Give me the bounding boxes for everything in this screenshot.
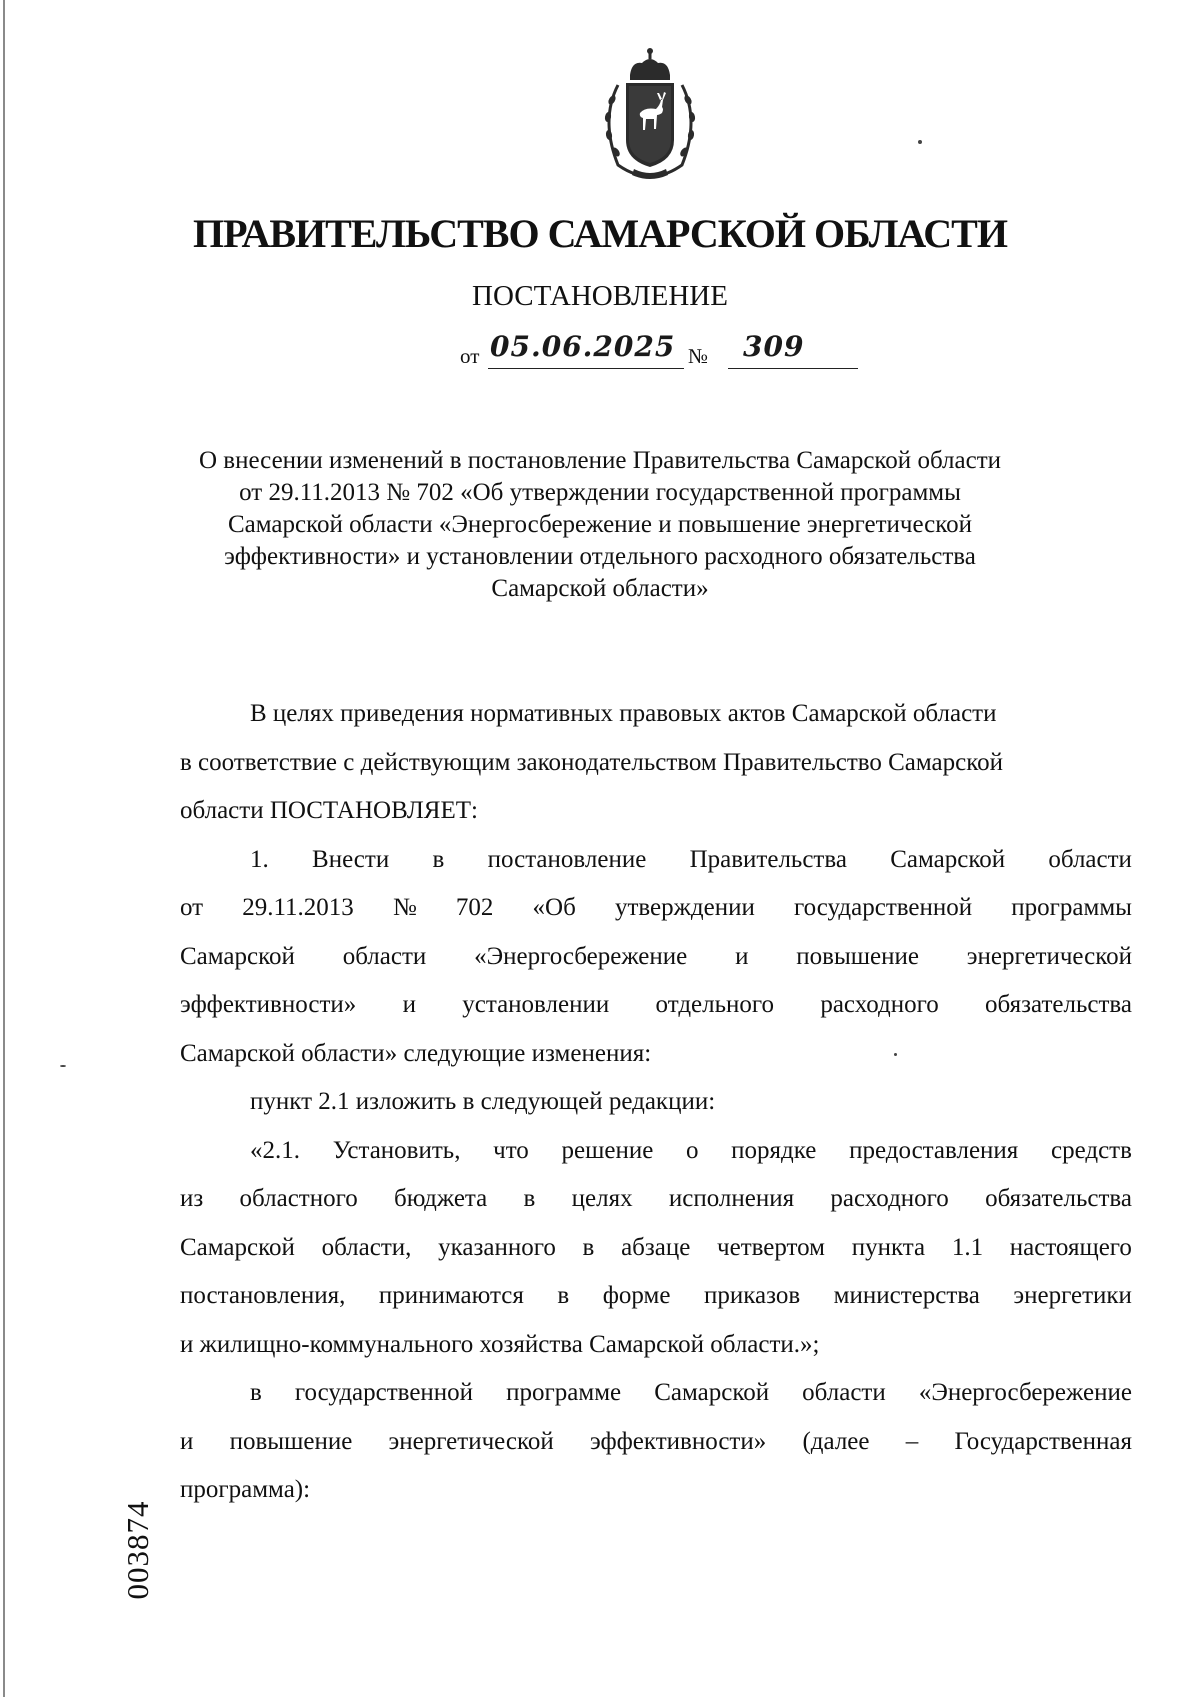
word: министерства <box>833 1282 980 1309</box>
handwritten-date: 05.06.2025 <box>490 330 676 363</box>
word: «2.1. <box>250 1136 300 1164</box>
word: четвертом <box>717 1233 825 1261</box>
word: в <box>432 845 445 873</box>
word: Государственная <box>954 1427 1132 1455</box>
word: – <box>905 1427 919 1455</box>
word: постановление <box>487 845 647 873</box>
word: обязательства <box>985 1185 1132 1212</box>
word: Правительства <box>689 845 847 873</box>
word: программе <box>506 1379 622 1406</box>
word: повышение <box>796 942 919 970</box>
date-number-line <box>460 330 860 370</box>
word: государственной <box>793 894 973 921</box>
body-line: пункт 2.1 изложить в следующей редакции: <box>250 1088 716 1115</box>
body-line: и жилищно-коммунального хозяйства Самарской области.»; <box>180 1330 820 1358</box>
body-line <box>180 1224 1132 1273</box>
word: и <box>735 942 749 970</box>
word: Самарской <box>180 942 295 970</box>
samara-coat-of-arms-icon <box>590 45 710 185</box>
word: предоставления <box>849 1136 1019 1164</box>
word: отдельного <box>655 991 775 1018</box>
word: «Об <box>532 894 576 921</box>
word: средств <box>1050 1136 1132 1164</box>
word: в <box>557 1282 570 1309</box>
word: постановления, <box>180 1282 346 1309</box>
word: областного <box>239 1185 358 1212</box>
subject-line: Самарской области «Энергосбережение и повышение энергетической <box>227 511 973 538</box>
body-line <box>180 836 1132 885</box>
word: Самарской <box>890 845 1006 873</box>
body-line <box>180 933 1132 982</box>
subject-line: от 29.11.2013 № 702 «Об утверждении государственной программы <box>239 479 961 506</box>
handwritten-number: 309 <box>743 330 805 363</box>
subject-line: эффективности» и установлении отдельного расходного обязательства <box>224 543 976 570</box>
number-underline <box>728 368 858 369</box>
body-line <box>180 981 1132 1030</box>
word: области <box>342 942 427 970</box>
subject-line: Самарской области» <box>491 575 709 602</box>
body-line <box>180 1369 1132 1418</box>
body-line: программа): <box>180 1476 311 1503</box>
number-prefix: № <box>688 344 709 368</box>
body-line <box>180 1418 1132 1467</box>
word: «Энергосбережение <box>474 942 688 970</box>
word: государственной <box>294 1379 474 1406</box>
word: бюджета <box>394 1185 488 1212</box>
word: энергетической <box>388 1427 554 1455</box>
word: 1.1 <box>951 1233 984 1261</box>
scan-speck <box>60 1065 66 1067</box>
word: утверждении <box>614 894 755 921</box>
word: 702 <box>455 894 494 921</box>
word: энергетической <box>966 942 1132 970</box>
word: решение <box>561 1136 654 1164</box>
word: из <box>180 1185 204 1212</box>
word: Установить, <box>332 1136 461 1164</box>
word: в <box>250 1379 262 1406</box>
word: энергетики <box>1013 1282 1132 1309</box>
word: целях <box>571 1185 633 1212</box>
body-line <box>180 1272 1132 1321</box>
word: и <box>402 991 416 1018</box>
body-line <box>180 1175 1132 1224</box>
word: Самарской <box>654 1379 770 1406</box>
word: в <box>523 1185 536 1212</box>
word: и <box>180 1427 194 1455</box>
date-prefix: от <box>460 344 480 368</box>
word: Внести <box>312 845 390 873</box>
word: в <box>582 1233 595 1261</box>
word: области <box>802 1379 886 1406</box>
word: о <box>685 1136 699 1164</box>
body-line <box>180 884 1132 933</box>
word: «Энергосбережение <box>918 1379 1132 1406</box>
word: повышение <box>229 1427 353 1455</box>
word: обязательства <box>985 991 1132 1018</box>
word: расходного <box>820 991 939 1018</box>
body-line <box>180 1127 1132 1176</box>
word: настоящего <box>1009 1233 1132 1261</box>
word: расходного <box>830 1185 949 1212</box>
word: области <box>1048 845 1132 873</box>
word: что <box>493 1136 529 1164</box>
word: абзаце <box>621 1233 691 1261</box>
scan-speck <box>918 140 922 144</box>
word: пункта <box>851 1233 926 1261</box>
scan-speck <box>894 1053 897 1056</box>
word: эффективности» <box>180 991 357 1018</box>
word: программы <box>1011 894 1132 921</box>
word: 29.11.2013 <box>242 894 354 921</box>
date-underline <box>488 368 684 369</box>
body-line: в соответствие с действующим законодательством Правительство Самарской <box>180 748 1003 776</box>
document-body <box>180 690 1132 1515</box>
body-line: В целях приведения нормативных правовых актов Самарской области <box>250 700 997 727</box>
body-line: Самарской области» следующие изменения: <box>180 1039 652 1067</box>
word: форме <box>602 1282 671 1309</box>
word: области, <box>321 1233 412 1261</box>
word: № <box>392 894 417 921</box>
word: Самарской <box>180 1233 295 1261</box>
document-subject <box>150 445 1050 605</box>
side-number-text: 003874 <box>120 1500 155 1600</box>
word: (далее <box>802 1427 870 1455</box>
word: 1. <box>250 845 269 873</box>
word: указанного <box>438 1233 556 1261</box>
word: приказов <box>703 1282 801 1309</box>
word: эффективности» <box>589 1427 767 1455</box>
word: исполнения <box>668 1185 795 1212</box>
organization-title: ПРАВИТЕЛЬСТВО САМАРСКОЙ ОБЛАСТИ <box>193 211 1007 256</box>
word: установлении <box>462 991 610 1018</box>
document-type: ПОСТАНОВЛЕНИЕ <box>472 280 728 312</box>
word: порядке <box>731 1136 817 1164</box>
word: от <box>180 894 204 921</box>
side-registration-number <box>118 1450 158 1650</box>
word: принимаются <box>378 1282 524 1309</box>
body-line: области ПОСТАНОВЛЯЕТ: <box>180 797 478 824</box>
subject-line: О внесении изменений в постановление Правительства Самарской области <box>198 447 1002 474</box>
